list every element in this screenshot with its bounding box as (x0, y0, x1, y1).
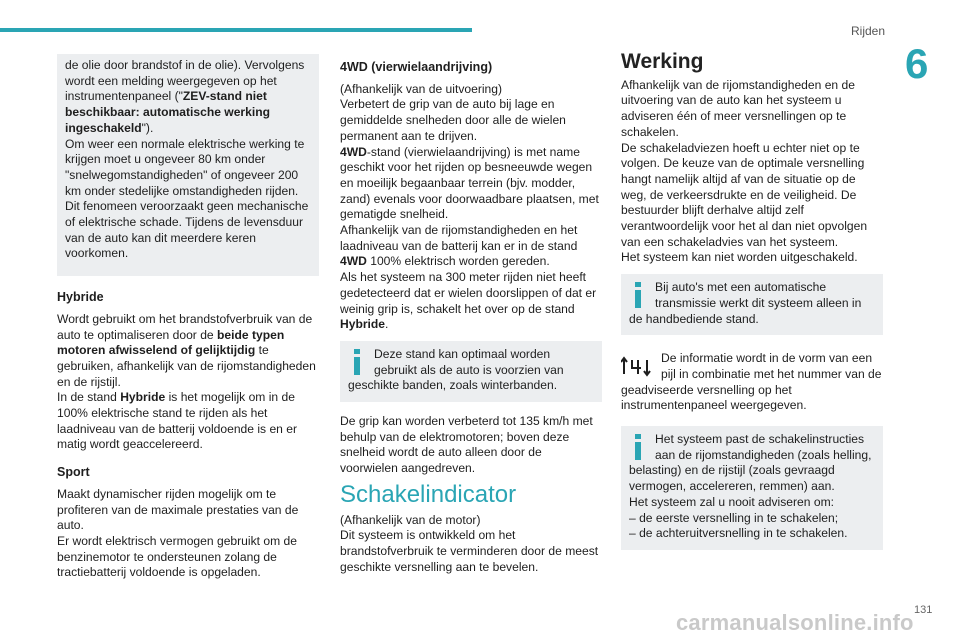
column-left (57, 54, 319, 587)
grip-paragraph: De grip kan worden verbeterd tot 135 km/h met behulp van de elektromotoren; boven deze snelheid wordt de auto alleen door de voorwielen aangedreven. (340, 414, 593, 476)
sport-heading: Sport (57, 465, 90, 480)
sport-paragraph: Maakt dynamischer rijden mogelijk om te profiteren van de maximale prestaties van de auto. Er wordt elektrisch vermogen gebruikt om de benzinemotor te ondersteunen zolang de tractiebatterij voldoende is opgeladen. (57, 486, 299, 580)
schakelindicator-paragraph: (Afhankelijk van de motor) Dit systeem is ontwikkeld om het brandstofverbruik te verminderen door de meest geschikte versnelling aan te bevelen. (340, 512, 599, 574)
awd-heading: 4WD (vierwielaandrijving) (340, 60, 493, 74)
zev-warning-text: de olie door brandstof in de olie). Vervolgens wordt een melding weergegeven op het instrumentenpaneel ("ZEV-stand niet beschikbaar: automatische werking ingeschakeld"). Om weer een normale elektrische werking te krijgen moet u ongeveer 80 km onder "snelwegomstandigheden" of ongeveer 200 km onder stedelijke omstandigheden rijden. Dit fenomeen veroorzaakt geen mechanische of elektrische schade. Tijdens de levensduur van de auto kan dit meerdere keren voorkomen. (65, 58, 309, 261)
hybride-heading: Hybride (57, 290, 104, 305)
zev-warning-box (57, 54, 319, 276)
info-icon (348, 349, 366, 375)
info-icon (629, 282, 647, 308)
awd-paragraph: (Afhankelijk van de uitvoering) Verbetert de grip van de auto bij lage en gemiddelde snelheden door alle de wielen permanent aan te drijven. 4WD-stand (vierwielaandrijving) is met name geschikt voor het rijden op besneeuwde wegen en moeilijk begaanbaar terrein (bjv. modder, zand) evenals voor doorwaadbare plaatsen, met gematigde snelheid. Afhankelijk van de rijomstandigheden en het laadniveau van de batterij kan er in de stand 4WD 100% elektrisch worden gereden. Als het systeem na 300 meter rijden niet heeft gedetecteerd dat er wielen doorslippen of dat er weinig grip is, schakelt het over op de stand Hybride. (340, 81, 599, 332)
automatic-transmission-note: Bij auto's met een automatische transmissie werkt dit systeem alleen in de handbediende stand. (621, 274, 883, 335)
gear-shift-arrow-icon (621, 354, 655, 378)
schakelindicator-heading: Schakelindicator (340, 480, 517, 508)
column-middle (340, 54, 602, 581)
gear-indicator-info: De informatie wordt in de vorm van een pijl in combinatie met het nummer van de geadviseerde versnelling op het instrumentenpaneel weergegeven. (621, 351, 882, 413)
tyre-info-note: Deze stand kan optimaal worden gebruikt als de auto is voorzien van geschikte banden, zoals winterbanden. (340, 341, 602, 402)
watermark: carmanualsonline.info (676, 610, 914, 635)
werking-paragraph: Afhankelijk van de rijomstandigheden en de uitvoering van de auto kan het systeem u adviseren één of meer versnellingen op te schakelen. De schakeladviezen hoeft u echter niet op te volgen. De keuze van de optimale versnelling hangt namelijk altijd af van de situatie op de weg, de verkeersdrukte en de veiligheid. De bestuurder blijft derhalve altijd zelf verantwoordelijk voor het al dan niet opvolgen van een schakeladvies van het systeem. Het systeem kan niet worden uitgeschakeld. (621, 77, 868, 265)
column-right (621, 50, 883, 562)
section-title: Rijden (851, 24, 886, 38)
header-accent-bar (0, 28, 472, 32)
hybride-paragraph: Wordt gebruikt om het brandstofverbruik van de auto te optimaliseren door de beide typen motoren afwisselend of gelijktijdig te gebruiken, afhankelijk van de rijomstandigheden en de rijstijl. In de stand Hybride is het mogelijk om in de 100% elektrische stand te rijden als het laadniveau van de batterij voldoende is en er matig wordt geaccelereerd. (57, 311, 316, 452)
werking-heading: Werking (621, 50, 704, 73)
info-icon (629, 434, 647, 460)
adaptive-shift-note: Het systeem past de schakelinstructies aan de rijomstandigheden (zoals helling, belasting) en de rijstijl (zoals gevraagd vermogen, accelereren, remmen) aan. Het systeem zal u nooit adviseren om: – de eerste versnelling in te schakelen; – de achteruitversnelling in te schakelen. (621, 426, 883, 550)
page-number: 131 (914, 604, 933, 616)
chapter-number: 6 (905, 40, 929, 87)
